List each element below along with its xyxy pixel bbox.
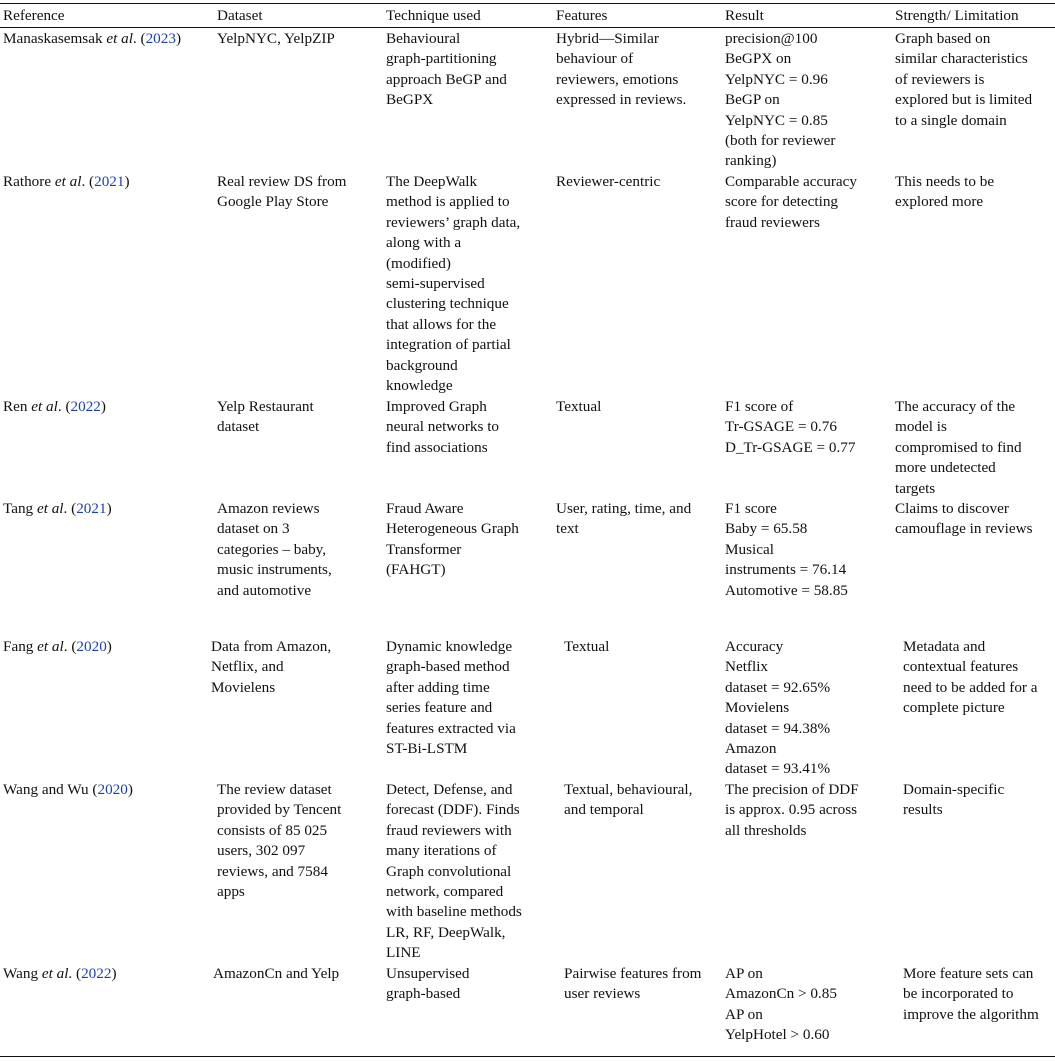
cell-line: Musical	[725, 540, 774, 558]
cell-line: (FAHGT)	[386, 561, 446, 579]
cell-line: Baby = 65.58	[725, 520, 808, 538]
cell-line: The review dataset	[217, 781, 332, 798]
cell-line: music instruments,	[217, 561, 332, 579]
cell-line: More feature sets can	[903, 965, 1034, 982]
cell-line: instruments = 76.14	[725, 561, 847, 579]
features-cell	[556, 397, 601, 417]
strength-cell	[903, 780, 1004, 821]
citation-year-link[interactable]: 2020	[76, 638, 107, 655]
cell-line: Movielens	[211, 678, 276, 696]
cell-line: find associations	[386, 438, 488, 456]
cell-line: YelpHotel > 0.60	[725, 1026, 830, 1044]
cell-line: fraud reviewers	[725, 213, 820, 231]
cell-line: AP on	[725, 1005, 763, 1023]
cell-line: Reviewer-centric	[556, 173, 661, 190]
cell-line: Amazon reviews	[217, 500, 320, 517]
cell-line: Detect, Defense, and	[386, 781, 513, 798]
header-result: Result	[725, 7, 764, 24]
cell-line: along with a	[386, 234, 462, 252]
cell-line: consists of 85 025	[217, 821, 328, 839]
features-cell	[564, 780, 692, 821]
cell-line: Yelp Restaurant	[217, 398, 314, 415]
technique-cell	[386, 397, 499, 458]
cell-line: results	[903, 801, 943, 819]
reference-cell: Manaskasemsak et al. (2023)	[3, 30, 182, 47]
cell-line: reviews, and 7584	[217, 862, 328, 880]
cell-line: BeGP on	[725, 91, 780, 109]
cell-line: is approx. 0.95 across	[725, 801, 858, 819]
cell-line: be incorporated to	[903, 985, 1014, 1003]
cell-line: graph-based method	[386, 658, 510, 676]
cell-line: similar characteristics	[895, 50, 1028, 68]
result-cell	[725, 29, 835, 172]
cell-line: dataset = 94.38%	[725, 719, 831, 737]
cell-line: clustering technique	[386, 295, 509, 313]
cell-line: Comparable accuracy	[725, 173, 857, 190]
cell-line: and temporal	[564, 801, 644, 819]
header-features: Features	[556, 7, 608, 24]
citation-year-link[interactable]: 2021	[76, 500, 107, 517]
reference-etal: et al	[106, 30, 133, 47]
cell-line: The precision of DDF	[725, 781, 859, 798]
reference-etal: et al	[41, 965, 69, 982]
cell-line: to a single domain	[895, 111, 1007, 129]
cell-line: Real review DS from	[217, 173, 347, 190]
features-cell	[556, 172, 660, 192]
cell-line: after adding time	[386, 678, 490, 696]
citation-year-link[interactable]: 2023	[145, 30, 176, 47]
technique-cell	[386, 637, 516, 759]
result-cell	[725, 637, 830, 780]
cell-line: fraud reviewers with	[386, 821, 512, 839]
cell-line: Pairwise features from	[564, 965, 702, 982]
cell-line: Heterogeneous Graph	[386, 520, 519, 538]
citation-year-link[interactable]: 2020	[97, 781, 128, 798]
dataset-cell	[217, 499, 332, 601]
cell-line: complete picture	[903, 699, 1005, 717]
features-cell	[564, 637, 609, 657]
cell-line: (both for reviewer	[725, 132, 836, 150]
cell-line: AmazonCn and Yelp	[213, 965, 340, 982]
cell-line: knowledge	[386, 377, 453, 395]
cell-line: BeGPX	[386, 91, 434, 109]
cell-line: Fraud Aware	[386, 500, 464, 517]
cell-line: Domain-specific	[903, 781, 1005, 798]
bottom-rule	[0, 1056, 1055, 1057]
cell-line: many iterations of	[386, 842, 497, 860]
features-cell	[564, 964, 701, 1005]
cell-line: graph-partitioning	[386, 50, 497, 68]
reference-etal: et al	[54, 173, 82, 190]
cell-line: Claims to discover	[895, 500, 1009, 517]
cell-line: explored more	[895, 193, 984, 211]
cell-line: Graph based on	[895, 30, 991, 47]
cell-line: of reviewers is	[895, 70, 985, 88]
result-cell	[725, 780, 859, 841]
cell-line: Automotive = 58.85	[725, 581, 848, 599]
cell-line: semi-supervised	[386, 275, 485, 293]
header-strength: Strength/ Limitation	[895, 7, 1019, 24]
cell-line: neural networks to	[386, 418, 500, 436]
cell-line: YelpNYC = 0.96	[725, 70, 828, 88]
cell-line: dataset = 92.65%	[725, 678, 831, 696]
cell-line: Netflix	[725, 658, 769, 676]
cell-line: network, compared	[386, 883, 504, 901]
cell-line: approach BeGP and	[386, 70, 507, 88]
cell-line: Graph convolutional	[386, 862, 512, 880]
reference-etal: et al	[31, 398, 58, 415]
dataset-cell	[217, 172, 346, 213]
cell-line: integration of partial	[386, 336, 511, 354]
technique-cell	[386, 780, 522, 964]
cell-line: LINE	[386, 944, 421, 962]
reference-cell: Wang and Wu (2020)	[3, 781, 133, 798]
top-rule	[0, 3, 1055, 4]
cell-line: ST-Bi-LSTM	[386, 740, 468, 758]
cell-line: BeGPX on	[725, 50, 792, 68]
cell-line: This needs to be	[895, 173, 995, 190]
cell-line: Data from Amazon,	[211, 638, 332, 655]
cell-line: reviewers, emotions	[556, 70, 679, 88]
reference-author: Ren	[3, 398, 28, 415]
features-cell	[556, 499, 691, 540]
cell-line: Unsupervised	[386, 965, 470, 982]
dataset-cell	[213, 964, 339, 984]
cell-line: Transformer	[386, 540, 462, 558]
cell-line: Textual	[564, 638, 610, 655]
cell-line: apps	[217, 883, 245, 901]
cell-line: dataset on 3	[217, 520, 290, 538]
cell-line: F1 score of	[725, 398, 794, 415]
strength-cell	[903, 637, 1038, 719]
citation-year-link[interactable]: 2022	[81, 965, 112, 982]
cell-line: Behavioural	[386, 30, 461, 47]
cell-line: AP on	[725, 965, 763, 982]
cell-line: targets	[895, 479, 936, 497]
cell-line: User, rating, time, and	[556, 500, 692, 517]
cell-line: LR, RF, DeepWalk,	[386, 923, 506, 941]
result-cell	[725, 172, 857, 233]
cell-line: Metadata and	[903, 638, 986, 655]
cell-line: camouflage in reviews	[895, 520, 1033, 538]
cell-line: reviewers’ graph data,	[386, 213, 521, 231]
strength-cell	[895, 29, 1032, 131]
reference-author: Manaskasemsak	[3, 30, 103, 47]
cell-line: The accuracy of the	[895, 398, 1016, 415]
cell-line: AmazonCn > 0.85	[725, 985, 837, 1003]
cell-line: dataset	[217, 418, 260, 436]
cell-line: dataset = 93.41%	[725, 760, 831, 778]
result-cell	[725, 964, 837, 1046]
reference-etal: et al	[37, 638, 64, 655]
result-cell	[725, 499, 848, 601]
cell-line: precision@100	[725, 30, 818, 47]
technique-cell	[386, 499, 519, 581]
cell-line: features extracted via	[386, 719, 516, 737]
cell-line: graph-based	[386, 985, 461, 1003]
reference-author: Fang	[3, 638, 34, 655]
cell-line: text	[556, 520, 579, 538]
dataset-cell	[217, 29, 335, 49]
cell-line: behaviour of	[556, 50, 634, 68]
reference-cell: Tang et al. (2021)	[3, 500, 112, 517]
technique-cell	[386, 29, 507, 111]
cell-line: that allows for the	[386, 315, 497, 333]
cell-line: Netflix, and	[211, 658, 284, 676]
cell-line: Dynamic knowledge	[386, 638, 513, 655]
result-cell	[725, 397, 855, 458]
cell-line: with baseline methods	[386, 903, 522, 921]
cell-line: categories – baby,	[217, 540, 327, 558]
cell-line: need to be added for a	[903, 678, 1038, 696]
cell-line: Google Play Store	[217, 193, 329, 211]
cell-line: improve the algorithm	[903, 1005, 1039, 1023]
cell-line: user reviews	[564, 985, 641, 1003]
reference-author: Rathore	[3, 173, 52, 190]
cell-line: Improved Graph	[386, 398, 487, 415]
reference-cell: Rathore et al. (2021)	[3, 173, 130, 190]
cell-line: Movielens	[725, 699, 790, 717]
cell-line: F1 score	[725, 500, 777, 517]
citation-year-link[interactable]: 2022	[70, 398, 101, 415]
strength-cell	[895, 172, 994, 213]
cell-line: forecast (DDF). Finds	[386, 801, 520, 819]
cell-line: Tr-GSAGE = 0.76	[725, 418, 837, 436]
cell-line: Hybrid—Similar	[556, 30, 659, 47]
cell-line: and automotive	[217, 581, 312, 599]
cell-line: ranking)	[725, 152, 777, 170]
cell-line: compromised to find	[895, 438, 1022, 456]
cell-line: model is	[895, 418, 947, 436]
cell-line: YelpNYC = 0.85	[725, 111, 828, 129]
cell-line: Accuracy	[725, 638, 784, 655]
cell-line: users, 302 097	[217, 842, 306, 860]
cell-line: more undetected	[895, 459, 996, 477]
cell-line: Textual	[556, 398, 602, 415]
cell-line: (modified)	[386, 254, 451, 272]
header-ref: Reference	[3, 7, 65, 24]
reference-cell: Ren et al. (2022)	[3, 398, 106, 415]
dataset-cell	[217, 780, 341, 902]
technique-cell	[386, 964, 470, 1005]
cell-line: The DeepWalk	[386, 173, 478, 190]
dataset-cell	[211, 637, 331, 698]
strength-cell	[895, 499, 1032, 540]
reference-etal: et al	[36, 500, 64, 517]
reference-cell: Wang et al. (2022)	[3, 965, 117, 982]
strength-cell	[903, 964, 1039, 1025]
cell-line: series feature and	[386, 699, 493, 717]
header-rule	[0, 27, 1055, 28]
cell-line: explored but is limited	[895, 91, 1033, 109]
reference-author: Wang and Wu	[3, 781, 89, 798]
reference-cell: Fang et al. (2020)	[3, 638, 112, 655]
strength-cell	[895, 397, 1022, 499]
technique-cell	[386, 172, 520, 396]
cell-line: Textual, behavioural,	[564, 781, 693, 798]
cell-line: all thresholds	[725, 821, 807, 839]
citation-year-link[interactable]: 2021	[94, 173, 125, 190]
features-cell	[556, 29, 686, 111]
cell-line: provided by Tencent	[217, 801, 342, 819]
cell-line: method is applied to	[386, 193, 510, 211]
cell-line: D_Tr-GSAGE = 0.77	[725, 438, 856, 456]
reference-author: Wang	[3, 965, 39, 982]
cell-line: contextual features	[903, 658, 1019, 676]
cell-line: score for detecting	[725, 193, 839, 211]
header-dataset: Dataset	[217, 7, 263, 24]
cell-line: background	[386, 356, 458, 374]
dataset-cell	[217, 397, 314, 438]
reference-author: Tang	[3, 500, 34, 517]
header-technique: Technique used	[386, 7, 481, 24]
cell-line: Amazon	[725, 740, 777, 758]
cell-line: YelpNYC, YelpZIP	[217, 30, 335, 47]
cell-line: expressed in reviews.	[556, 91, 687, 109]
